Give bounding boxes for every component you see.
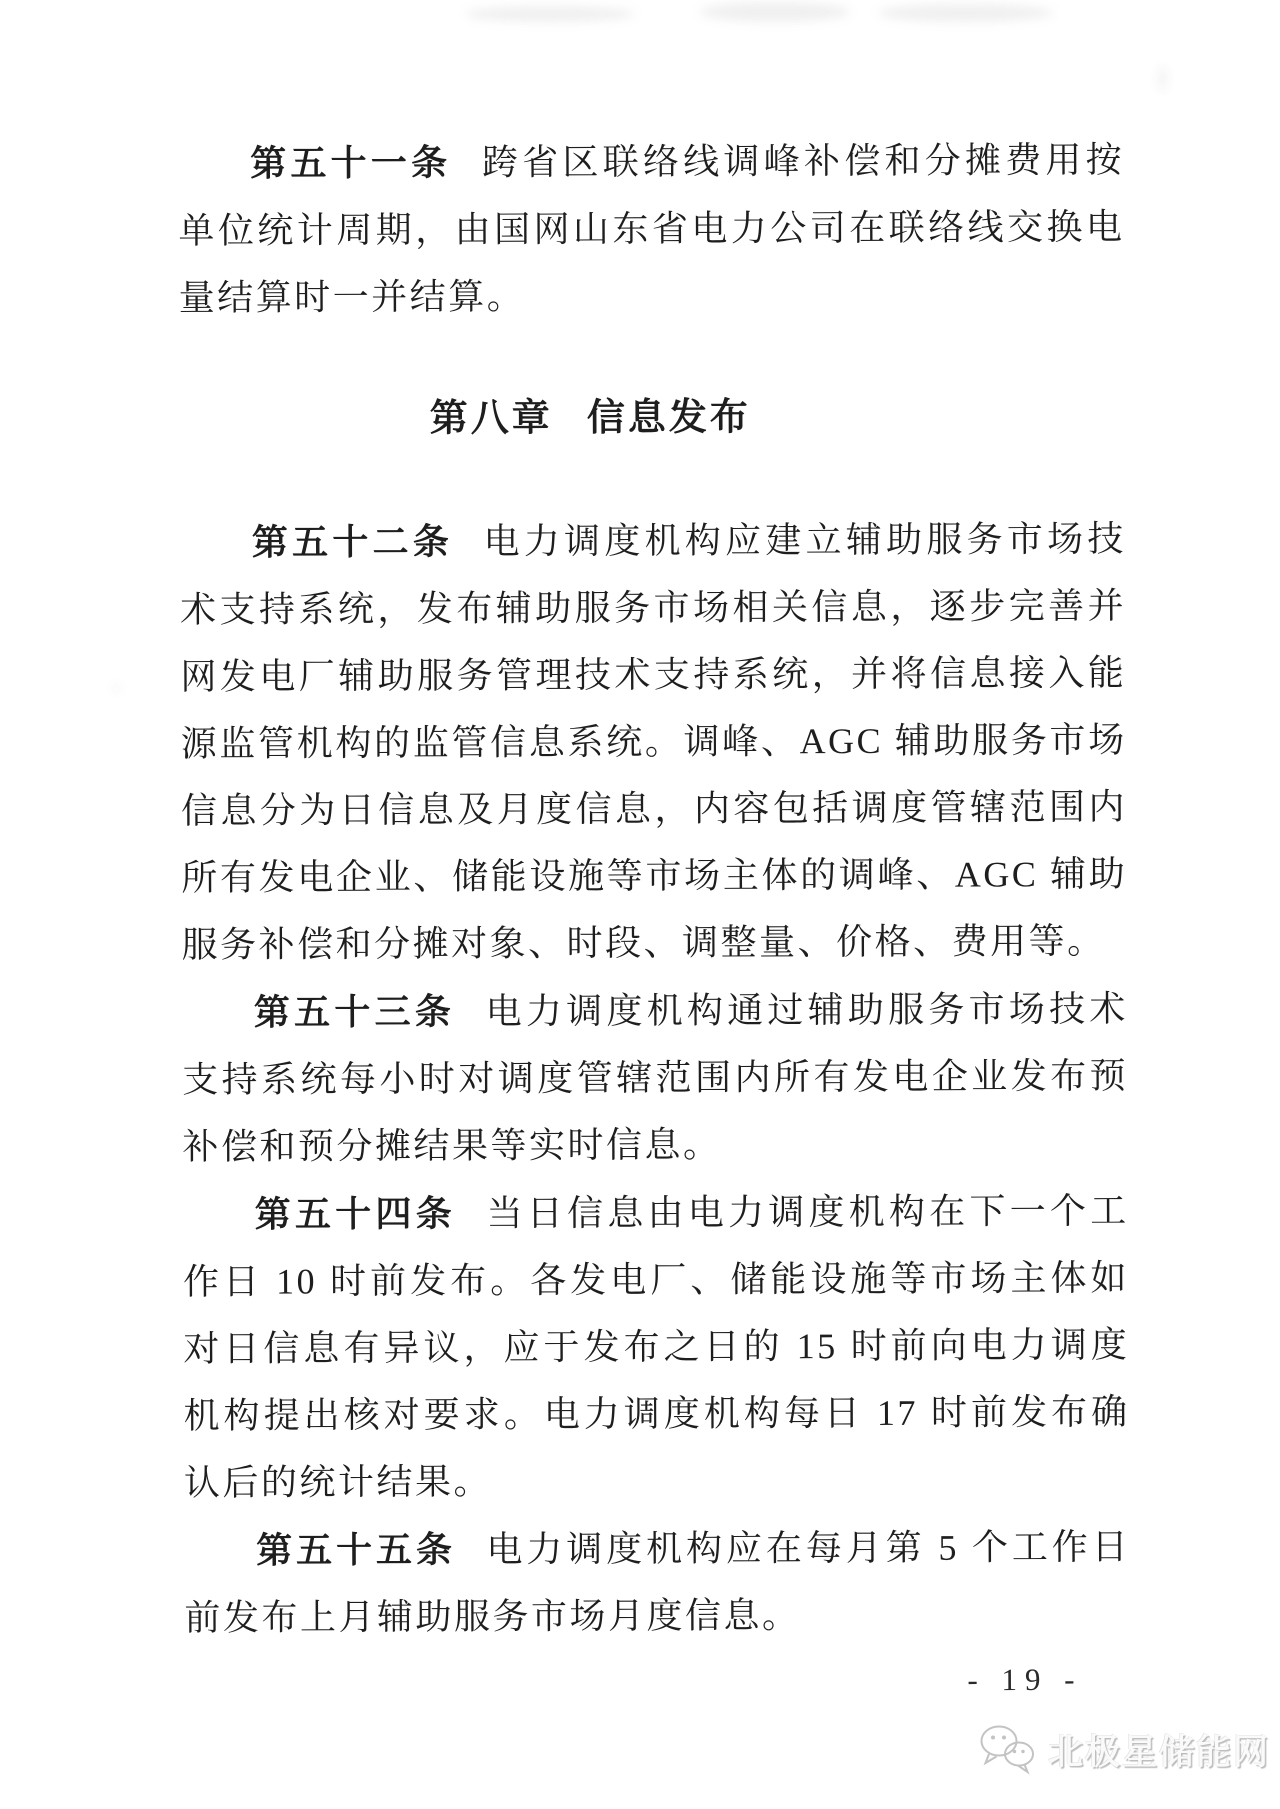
article-51-text: 跨省区联络线调峰补偿和分摊费用按单位统计周期，由国网山东省电力公司在联络线交换电量结算时一并结算。	[178, 139, 1125, 318]
article-52-text: 电力调度机构应建立辅助服务市场技术支持系统，发布辅助服务市场相关信息，逐步完善并网发电厂辅助服务管理技术支持系统，并将信息接入能源监管机构的监管信息系统。调峰、AGC 辅助服务市场信息分为日信息及月度信息，内容包括调度管辖范围内所有发电企业、储能设施等市场主体的调峰、AGC 辅助服务补偿和分摊对象、时段、调整量、价格、费用等。	[180, 518, 1128, 965]
wechat-chat-bubbles-icon	[978, 1722, 1040, 1778]
article-52	[180, 505, 1128, 979]
chapter-8-title: 信息发布	[586, 396, 751, 440]
scan-noise-smudge	[465, 6, 635, 22]
article-51	[178, 126, 1125, 332]
chapter-8-number: 第八章	[429, 397, 553, 440]
article-54-text: 当日信息由电力调度机构在下一个工作日 10 时前发布。各发电厂、储能设施等市场主体如对日信息有异议，应于发布之日的 15 时前向电力调度机构提出核对要求。电力调度机构每日 17 时前发布确认后的统计结果。	[182, 1190, 1130, 1503]
article-55-number: 第五十五条	[256, 1528, 456, 1571]
watermark	[978, 1722, 1270, 1778]
article-51-number: 第五十一条	[250, 141, 452, 184]
article-54-number: 第五十四条	[254, 1192, 457, 1235]
scan-noise-smudge	[112, 684, 121, 693]
article-55	[184, 1513, 1131, 1652]
article-52-number: 第五十二条	[251, 520, 454, 563]
scan-noise-smudge	[878, 4, 1053, 22]
document-text-block	[178, 126, 1131, 1652]
chapter-8-heading	[117, 383, 1063, 454]
article-55-text: 电力调度机构应在每月第 5 个工作日前发布上月辅助服务市场月度信息。	[184, 1526, 1131, 1638]
watermark-site-name: 北极星储能网	[1048, 1733, 1271, 1772]
page-number: - 19 -	[967, 1661, 1083, 1698]
article-54	[183, 1177, 1130, 1517]
scan-noise-smudge	[1158, 66, 1167, 92]
article-53	[182, 975, 1129, 1181]
article-53-text: 电力调度机构通过辅助服务市场技术支持系统每小时对调度管辖范围内所有发电企业发布预补偿和预分摊结果等实时信息。	[182, 988, 1129, 1167]
scan-noise-smudge	[700, 2, 850, 22]
article-53-number: 第五十三条	[253, 990, 456, 1033]
